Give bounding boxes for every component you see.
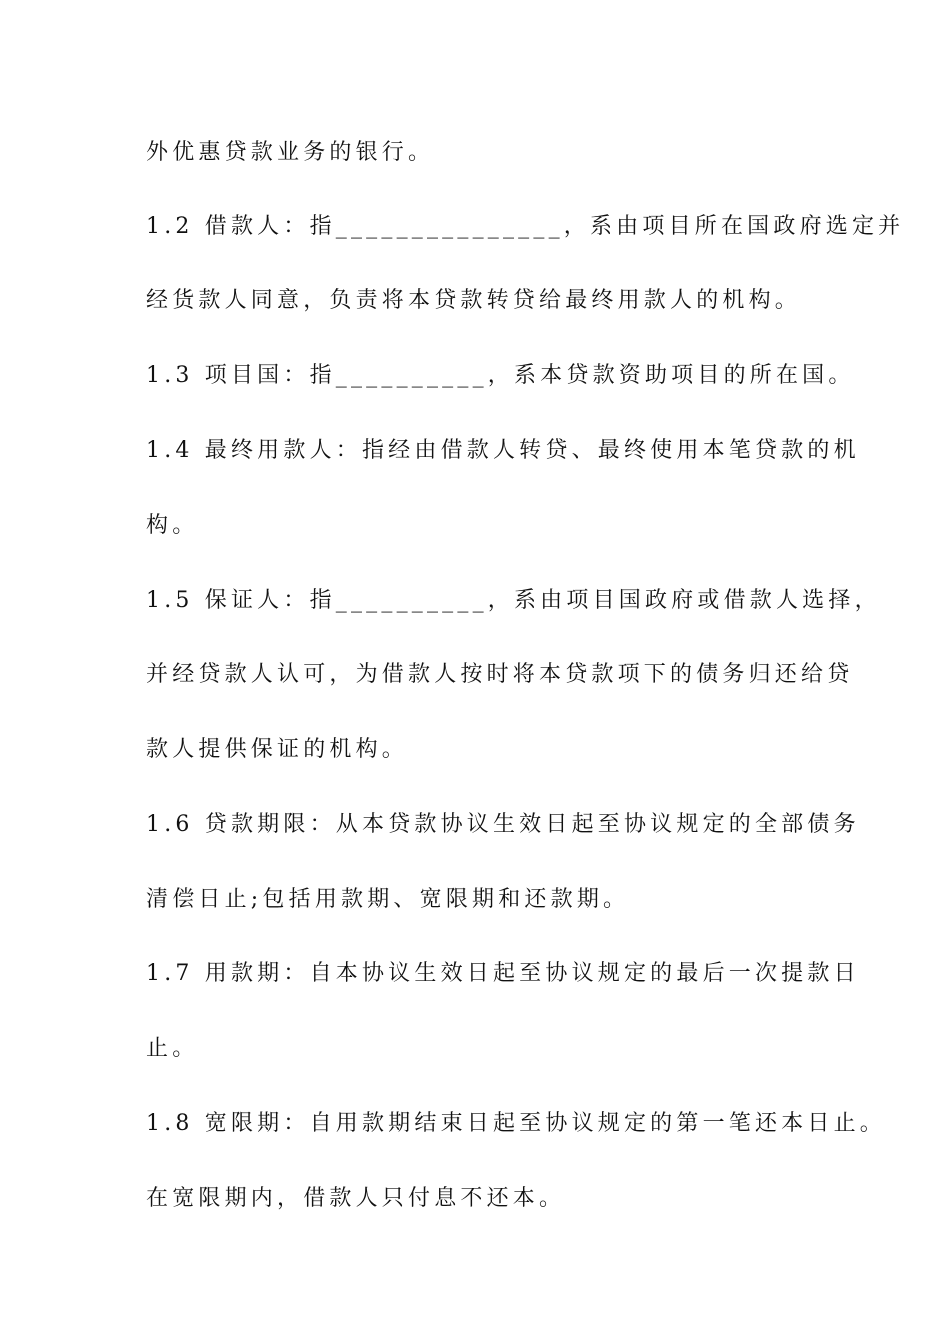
text-line-11: 清偿日止;包括用款期、宽限期和还款期。	[146, 887, 630, 912]
text-line-5: 1.4 最终用款人：指经由借款人转贷、最终使用本笔贷款的机	[146, 438, 860, 463]
text-line-10: 1.6 贷款期限：从本贷款协议生效日起至协议规定的全部债务	[146, 812, 860, 837]
text-line-9: 款人提供保证的机构。	[146, 737, 409, 762]
text-line-13: 止。	[146, 1036, 199, 1061]
text-line-1: 外优惠贷款业务的银行。	[146, 140, 435, 165]
text-line-2: 1.2 借款人：指_______________，系由项目所在国政府选定并	[146, 214, 905, 239]
text-line-4: 1.3 项目国：指__________，系本贷款资助项目的所在国。	[146, 363, 855, 388]
text-line-15: 在宽限期内，借款人只付息不还本。	[146, 1186, 566, 1211]
text-line-12: 1.7 用款期：自本协议生效日起至协议规定的最后一次提款日	[146, 961, 860, 986]
text-line-14: 1.8 宽限期：自用款期结束日起至协议规定的第一笔还本日止。	[146, 1111, 886, 1136]
text-line-7: 1.5 保证人：指__________，系由项目国政府或借款人选择，	[146, 588, 881, 613]
text-line-3: 经货款人同意，负责将本贷款转贷给最终用款人的机构。	[146, 288, 802, 313]
text-line-8: 并经贷款人认可，为借款人按时将本贷款项下的债务归还给贷	[146, 662, 854, 687]
text-line-6: 构。	[146, 513, 199, 538]
